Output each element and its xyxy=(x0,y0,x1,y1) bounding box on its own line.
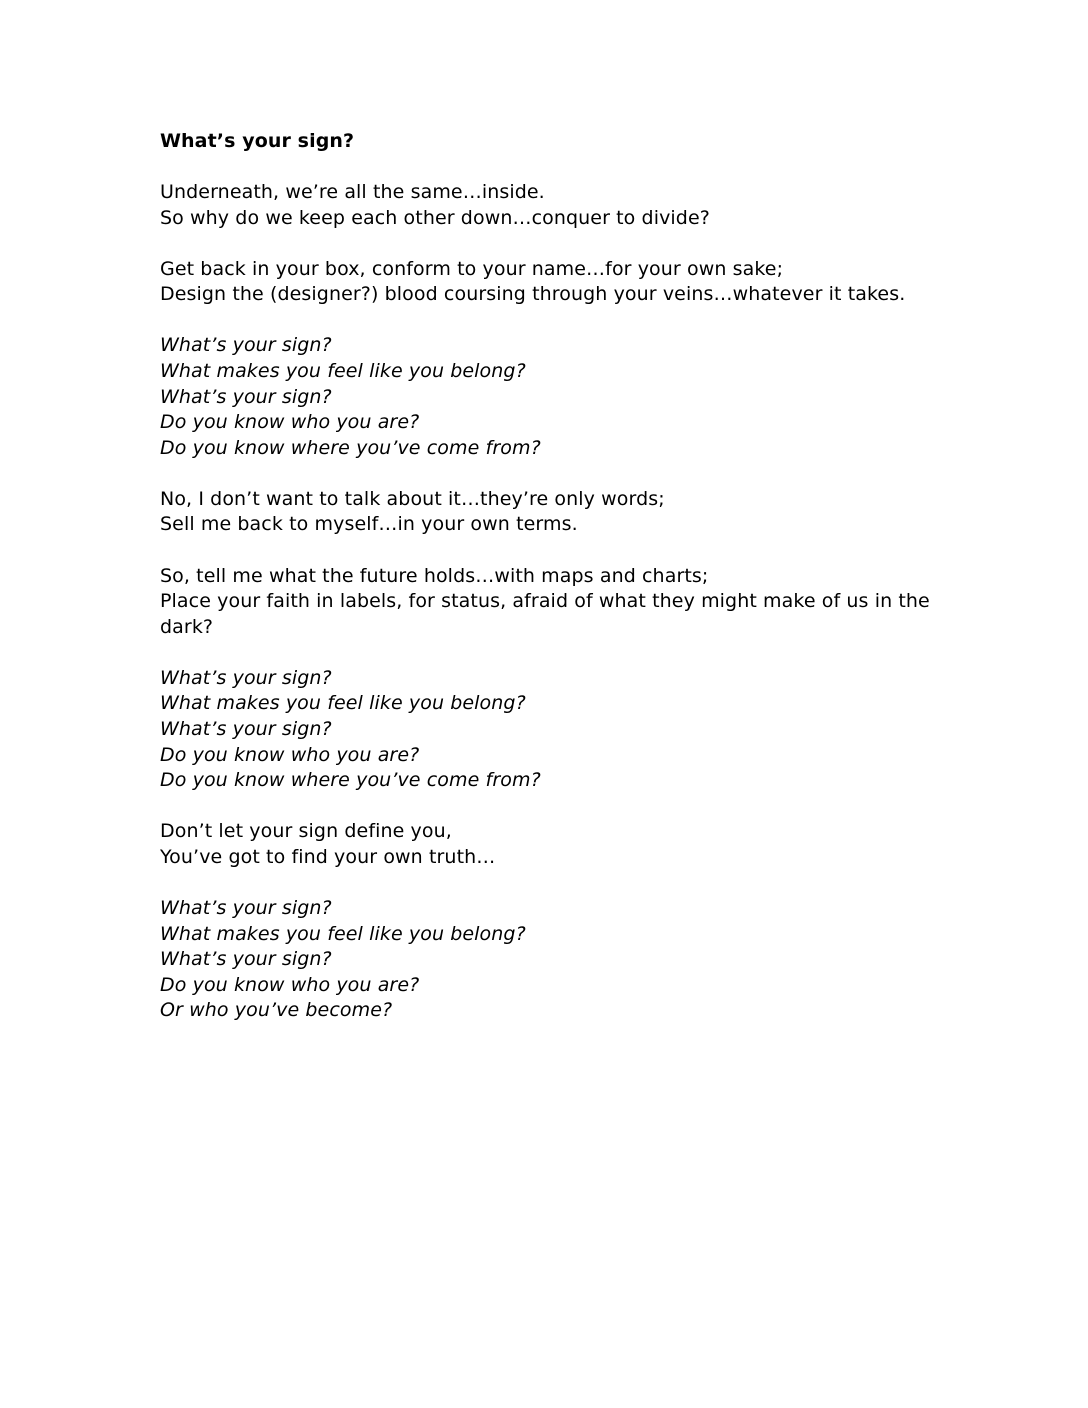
poem-body xyxy=(160,128,940,1049)
poem-line: Don’t let your sign define you, xyxy=(160,820,452,843)
poem-line: Underneath, we’re all the same…inside. xyxy=(160,181,545,203)
chorus-line: What’s your sign? xyxy=(160,948,332,971)
chorus-1 xyxy=(160,333,940,461)
chorus-line: Or who you’ve become? xyxy=(160,999,393,1022)
chorus-line: What makes you feel like you belong? xyxy=(160,692,526,715)
chorus-line: Do you know who you are? xyxy=(160,973,420,996)
chorus-line: Do you know where you’ve come from? xyxy=(160,436,541,459)
chorus-line: What’s your sign? xyxy=(160,666,332,689)
chorus-line: What’s your sign? xyxy=(160,718,332,740)
stanza-1 xyxy=(160,180,940,231)
chorus-line: Do you know who you are? xyxy=(160,411,420,434)
chorus-3 xyxy=(160,896,940,1024)
poem-line: Place your faith in labels, for status, afraid of what they might make of us in the dark? xyxy=(160,590,930,638)
poem-line: So why do we keep each other down…conquer to divide? xyxy=(160,206,710,229)
stanza-5 xyxy=(160,819,940,870)
poem-line: So, tell me what the future holds…with maps and charts; xyxy=(160,564,709,587)
poem-line: Get back in your box, conform to your name…for your own sake; xyxy=(160,257,784,280)
stanza-2 xyxy=(160,257,940,308)
chorus-line: What’s your sign? xyxy=(160,385,332,408)
poem-line: Sell me back to myself…in your own terms. xyxy=(160,513,578,536)
chorus-line: Do you know who you are? xyxy=(160,743,420,766)
poem-line: No, I don’t want to talk about it…they’re only words; xyxy=(160,487,665,510)
stanza-3 xyxy=(160,487,940,538)
chorus-line: What makes you feel like you belong? xyxy=(160,359,526,382)
poem-title: What’s your sign? xyxy=(160,130,355,152)
chorus-line: What’s your sign? xyxy=(160,334,332,357)
chorus-2 xyxy=(160,666,940,794)
chorus-line: Do you know where you’ve come from? xyxy=(160,769,541,792)
chorus-line: What’s your sign? xyxy=(160,896,332,919)
poem-line: You’ve got to find your own truth… xyxy=(160,845,496,868)
stanza-4 xyxy=(160,564,940,641)
chorus-line: What makes you feel like you belong? xyxy=(160,922,526,945)
poem-line: Design the (designer?) blood coursing through your veins…whatever it takes. xyxy=(160,283,906,306)
